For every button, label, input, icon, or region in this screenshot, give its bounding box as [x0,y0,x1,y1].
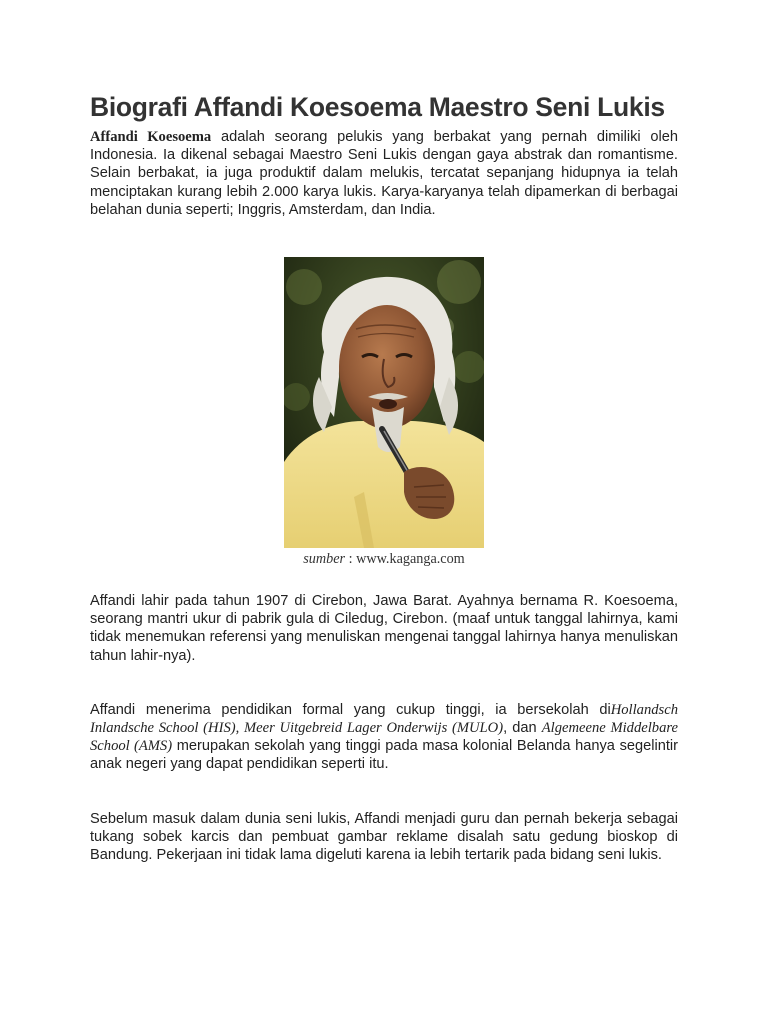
paragraph-1-run-0: Affandi Koesoema [90,129,212,145]
caption-label: sumber [303,551,346,568]
figure [90,257,678,568]
paragraph-2-run-0: Affandi lahir pada tahun 1907 di Cirebon, Jawa Barat. Ayahnya bernama R. Koesoema, seorang mantri ukur di pabrik gula di Ciledug, Cirebon. (maaf untuk tanggal lahirnya, kami tidak menemukan referensi yang menuliskan mengenai tanggal lahirnya hanya menuliskan tahun lahir-nya). [90,593,678,664]
paragraph-3-run-1: Hollandsch Inlandsche School (HIS), Meer Uitgebreid Lager Onderwijs (MULO) [90,701,678,737]
paragraph-3-run-0: Affandi menerima pendidikan formal yang cukup tinggi, ia bersekolah di [90,701,611,718]
document-page [90,92,678,864]
paragraph-3-run-2: , dan [503,720,542,737]
paragraph-4-run-0: Sebelum masuk dalam dunia seni lukis, Affandi menjadi guru dan pernah bekerja sebagai tukang sobek karcis dan pembuat gambar reklame disalah satu gedung bioskop di Bandung. Pekerjaan ini tidak lama digeluti karena ia lebih tertarik pada bidang seni lukis. [90,810,678,864]
paragraph-3-run-4: merupakan sekolah yang tinggi pada masa kolonial Belanda hanya segelintir anak negeri yang dapat pendidikan seperti itu. [90,738,678,773]
paragraph-3-run-3: Algemeene Middelbare School (AMS) [90,720,678,755]
paragraph-1-run-1: adalah seorang pelukis yang berbakat yang pernah dimiliki oleh Indonesia. Ia dikenal sebagai Maestro Seni Lukis dengan gaya abstrak dan romantisme. Selain berbakat, ia juga produktif dalam melukis, tercatat sepanjang hidupnya ia telah menciptakan kurang lebih 2.000 karya lukis. Karya-karyanya telah dipamerkan di berbagai belahan dunia seperti; Inggris, Amsterdam, dan India. [90,129,678,218]
caption-source: www.kaganga.com [356,551,465,568]
portrait-photo [284,257,484,548]
caption-separator: : [345,551,357,568]
page-title: Biografi Affandi Koesoema Maestro Seni Lukis [90,92,665,122]
figure-caption [90,551,678,568]
paragraph-career [90,810,678,865]
paragraph-birth [90,592,678,665]
paragraph-education [90,701,678,774]
paragraph-intro [90,128,678,219]
